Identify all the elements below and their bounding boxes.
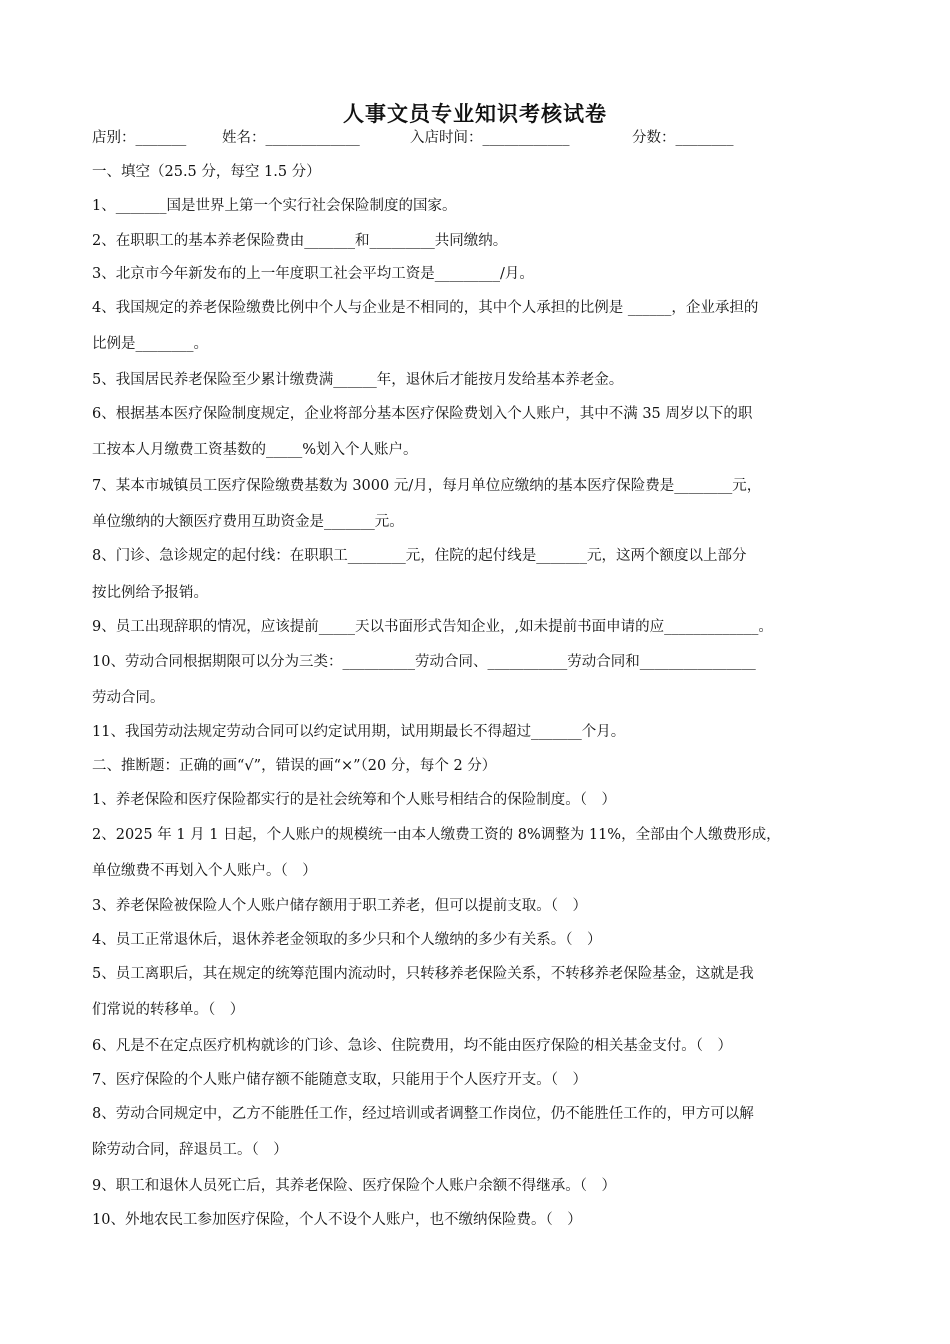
entry-date-field: 入店时间：____________ [410,130,570,146]
section-1-line: 8、门诊、急诊规定的起付线：在职职工________元，住院的起付线是_______元，这两个额度以上部分 [92,548,747,564]
section-2-line: 1、养老保险和医疗保险都实行的是社会统筹和个人账号相结合的保险制度。（ ） [92,792,616,808]
section-1-line: 1、_______国是世界上第一个实行社会保险制度的国家。 [92,198,457,214]
section-1-line: 2、在职职工的基本养老保险费由_______和_________共同缴纳。 [92,233,508,249]
section-2-line: 4、员工正常退休后，退休养老金领取的多少只和个人缴纳的多少有关系。（ ） [92,932,602,948]
section-2-line: 6、凡是不在定点医疗机构就诊的门诊、急诊、住院费用，均不能由医疗保险的相关基金支付。（ ） [92,1038,732,1054]
section-2-line: 单位缴费不再划入个人账户。（ ） [92,863,317,879]
section-2-line: 2、2025 年 1 月 1 日起，个人账户的规模统一由本人缴费工资的 8%调整为 11%，全部由个人缴费形成， [92,827,781,843]
header-fields [0,128,950,148]
section-2-line: 9、职工和退休人员死亡后，其养老保险、医疗保险个人账户余额不得继承。（ ） [92,1178,616,1194]
section-1-line: 9、员工出现辞职的情况，应该提前_____天以书面形式告知企业，,如未提前书面申请的应_____________。 [92,619,773,635]
section-2-line: 7、医疗保险的个人账户储存额不能随意支取，只能用于个人医疗开支。（ ） [92,1072,587,1088]
store-field: 店别：_______ [92,130,187,146]
section-2-line: 除劳动合同，辞退员工。（ ） [92,1142,288,1158]
section-1-line: 按比例给予报销。 [92,585,208,601]
section-2-line: 8、劳动合同规定中，乙方不能胜任工作，经过培训或者调整工作岗位，仍不能胜任工作的，甲方可以解 [92,1106,754,1122]
section-1-line: 工按本人月缴费工资基数的_____%划入个人账户。 [92,442,418,458]
page-title: 人事文员专业知识考核试卷 [343,101,607,126]
section-1-heading: 一、填空（25.5 分，每空 1.5 分） [92,164,321,180]
section-1-line: 3、北京市今年新发布的上一年度职工社会平均工资是_________/月。 [92,266,534,282]
section-1-line: 10、劳动合同根据期限可以分为三类：__________劳动合同、___________劳动合同和________________ [92,654,756,670]
section-2-heading: 二、推断题：正确的画“√”，错误的画“×”（20 分，每个 2 分） [92,758,497,774]
section-1-line: 4、我国规定的养老保险缴费比例中个人与企业是不相同的，其中个人承担的比例是 ______，企业承担的 [92,300,759,316]
section-1-line: 6、根据基本医疗保险制度规定，企业将部分基本医疗保险费划入个人账户，其中不满 35 周岁以下的职 [92,406,753,422]
section-1-line: 7、某本市城镇员工医疗保险缴费基数为 3000 元/月，每月单位应缴纳的基本医疗保险费是________元， [92,478,762,494]
section-2-line: 5、员工离职后，其在规定的统筹范围内流动时，只转移养老保险关系，不转移养老保险基金，这就是我 [92,966,754,982]
section-1-line: 单位缴纳的大额医疗费用互助资金是_______元。 [92,514,404,530]
section-1-line: 11、我国劳动法规定劳动合同可以约定试用期，试用期最长不得超过_______个月。 [92,724,626,740]
section-2-line: 3、养老保险被保险人个人账户储存额用于职工养老，但可以提前支取。（ ） [92,898,587,914]
name-field: 姓名：_____________ [222,130,360,146]
section-1-line: 5、我国居民养老保险至少累计缴费满______年，退休后才能按月发给基本养老金。 [92,372,624,388]
section-1-line: 劳动合同。 [92,690,165,706]
section-2-line: 们常说的转移单。（ ） [92,1002,245,1018]
section-2-line: 10、外地农民工参加医疗保险，个人不设个人账户，也不缴纳保险费。（ ） [92,1212,582,1228]
section-1-line: 比例是________。 [92,336,208,352]
score-field: 分数：________ [632,130,734,146]
